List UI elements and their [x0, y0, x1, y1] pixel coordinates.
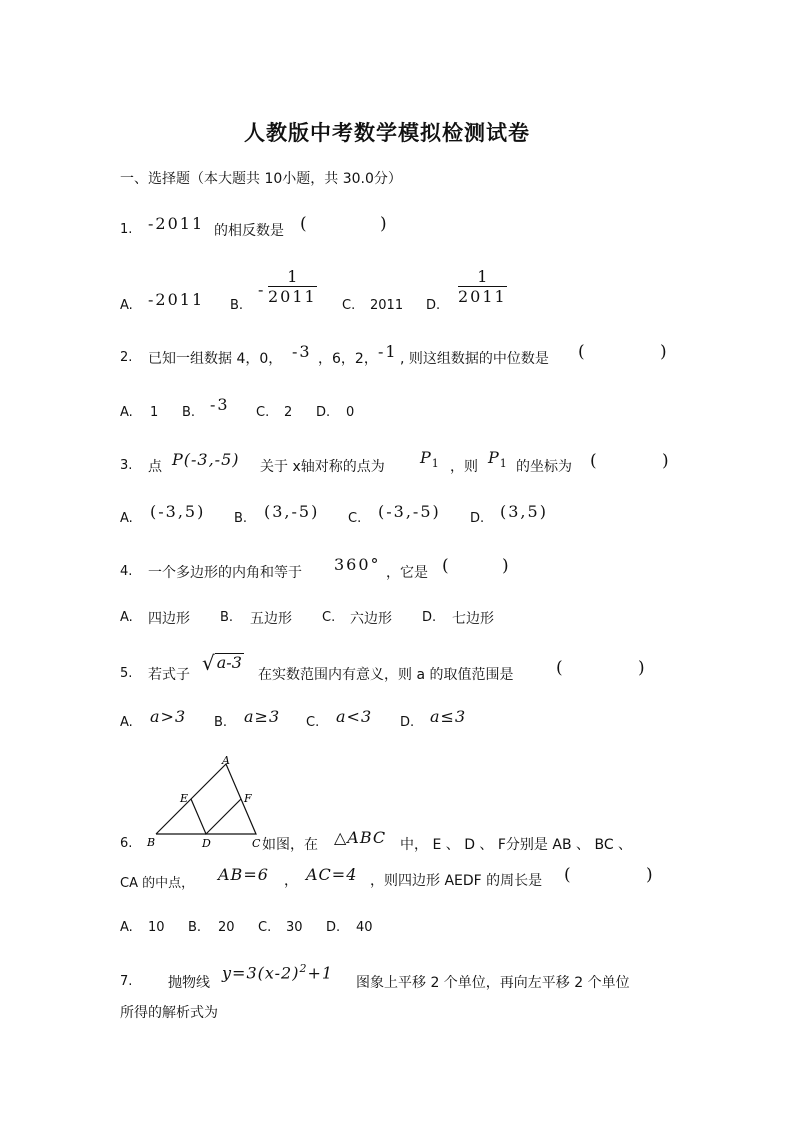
q3-p1-letter: P [420, 448, 432, 467]
q3-option-b-label: B. [234, 511, 248, 526]
q6-number: 6. [120, 836, 133, 851]
q3-p1-letter-2: P [488, 448, 500, 467]
q4-option-b-label: B. [220, 610, 234, 625]
sqrt-icon: √ [202, 651, 215, 675]
q3-option-a: (-3,5) [150, 502, 206, 521]
q4-option-c: 六边形 [350, 611, 392, 627]
q2-option-d: 0 [346, 405, 355, 420]
q1-paren-open: ( [300, 214, 307, 234]
q1-expression: -2011 [148, 214, 205, 233]
q1-option-d-fraction [458, 268, 507, 307]
q5-radical [202, 653, 244, 673]
q2-option-d-label: D. [316, 405, 331, 420]
q2-math-1: -3 [292, 342, 312, 361]
q3-p1-a [420, 448, 440, 470]
q6-option-c: 30 [286, 920, 303, 935]
q2-paren-open: ( [578, 342, 585, 362]
q6-option-a-label: A. [120, 920, 133, 935]
q6-text-1: 如图，在 [262, 837, 318, 853]
q5-option-b: a≥3 [244, 707, 281, 726]
q4-option-b: 五边形 [250, 611, 292, 627]
q7-expression [222, 962, 333, 982]
q7-number: 7. [120, 974, 133, 989]
q3-option-d: (3,5) [500, 502, 548, 521]
q1-text: 的相反数是 [214, 223, 284, 239]
q2-paren-close: ) [660, 342, 667, 362]
page-title: 人教版中考数学模拟检测试卷 [244, 120, 530, 145]
q3-number: 3. [120, 458, 133, 473]
label-d: D [202, 837, 211, 850]
q2-option-b: -3 [210, 395, 230, 414]
q7-expr-exponent: 2 [299, 962, 308, 975]
q6-text-2: 中， E 、 D 、 F分别是 AB 、 BC 、 [400, 837, 633, 853]
q2-option-c-label: C. [256, 405, 270, 420]
q7-text-3: 所得的解析式为 [120, 1005, 218, 1021]
q7-expr-main: y=3(x-2) [222, 963, 300, 983]
q3-point: P(-3,-5) [172, 450, 240, 469]
q6-option-c-label: C. [258, 920, 272, 935]
q5-option-d-label: D. [400, 715, 415, 730]
q2-option-a: 1 [150, 405, 159, 420]
q5-paren-open: ( [556, 658, 563, 678]
q1-option-a-label: A. [120, 298, 133, 313]
q4-text-1: 一个多边形的内角和等于 [148, 565, 302, 581]
q4-paren-open: ( [442, 556, 449, 576]
q6-option-b-label: B. [188, 920, 202, 935]
q1-option-b-denominator: 2011 [268, 287, 317, 306]
q4-option-a: 四边形 [148, 611, 190, 627]
q1-paren-close: ) [380, 214, 387, 234]
q3-paren-open: ( [590, 451, 597, 471]
q3-option-d-label: D. [470, 511, 485, 526]
q1-option-c-label: C. [342, 298, 356, 313]
q2-math-2: -1 [378, 342, 398, 361]
q6-paren-open: ( [564, 865, 571, 885]
q4-option-c-label: C. [322, 610, 336, 625]
q6-paren-close: ) [646, 865, 653, 885]
q3-text-1: 点 [148, 459, 162, 475]
q1-option-c: 2011 [370, 298, 404, 313]
q1-option-b-numerator: 1 [287, 267, 298, 286]
q5-text-1: 若式子 [148, 667, 190, 683]
q4-text-2: ，它是 [386, 565, 428, 581]
q6-option-d-label: D. [326, 920, 341, 935]
q2-option-b-label: B. [182, 405, 196, 420]
label-f: F [244, 792, 252, 805]
q4-option-d: 七边形 [452, 611, 494, 627]
q5-text-2: 在实数范围内有意义，则 a 的取值范围是 [258, 667, 514, 683]
q4-number: 4. [120, 564, 133, 579]
q1-option-a: -2011 [148, 290, 205, 309]
q4-paren-close: ) [502, 556, 509, 576]
q6-triangle: △ABC [334, 828, 387, 847]
q3-option-b: (3,-5) [264, 502, 320, 521]
midpoint-lines [191, 799, 241, 834]
q5-option-c-label: C. [306, 715, 320, 730]
q5-option-d: a≤3 [430, 707, 467, 726]
q5-number: 5. [120, 666, 133, 681]
q3-text-2: 关于 x轴对称的点为 [260, 459, 385, 475]
q1-option-d-numerator: 1 [477, 267, 488, 286]
q1-option-d-label: D. [426, 298, 441, 313]
q2-number: 2. [120, 350, 133, 365]
q5-option-c: a<3 [336, 707, 373, 726]
q6-text-4: ，则四边形 AEDF 的周长是 [370, 873, 543, 889]
q3-p1-subscript-2: 1 [499, 457, 508, 471]
q7-text-2: 图象上平移 2 个单位，再向左平移 2 个单位 [356, 975, 630, 991]
q5-radicand: a-3 [216, 653, 242, 672]
label-a: A [222, 754, 230, 767]
q3-text-3: ，则 [450, 459, 478, 475]
q3-option-c: (-3,-5) [378, 502, 441, 521]
q5-paren-close: ) [638, 658, 645, 678]
q3-text-4: 的坐标为 [516, 459, 572, 475]
section-heading: 一、选择题（本大题共 10小题，共 30.0分） [120, 171, 402, 187]
q6-text-3: CA 的中点， [120, 876, 195, 891]
q7-expr-tail: +1 [307, 963, 334, 983]
triangle-figure [142, 752, 268, 852]
label-e: E [180, 792, 189, 805]
q2-text-3: , 则这组数据的中位数是 [400, 351, 549, 367]
q2-option-c: 2 [284, 405, 293, 420]
q4-math: 360° [334, 555, 381, 574]
q5-option-b-label: B. [214, 715, 228, 730]
q3-option-a-label: A. [120, 511, 133, 526]
q2-option-a-label: A. [120, 405, 133, 420]
q1-option-d-denominator: 2011 [458, 287, 507, 306]
q4-option-a-label: A. [120, 610, 133, 625]
q2-text-2: ，6，2， [318, 351, 378, 367]
q6-math-ab: AB=6 [218, 865, 269, 884]
q2-text-1: 已知一组数据 4，0， [148, 351, 283, 367]
q6-option-b: 20 [218, 920, 235, 935]
q4-option-d-label: D. [422, 610, 437, 625]
q6-comma: ， [284, 873, 298, 889]
q6-math-ac: AC=4 [306, 865, 358, 884]
q3-paren-close: ) [662, 451, 669, 471]
q5-option-a: a>3 [150, 707, 187, 726]
q3-p1-b [488, 448, 508, 470]
q5-option-a-label: A. [120, 715, 133, 730]
q6-option-a: 10 [148, 920, 165, 935]
q1-number: 1. [120, 222, 133, 237]
q7-text-1: 抛物线 [168, 975, 210, 991]
q3-option-c-label: C. [348, 511, 362, 526]
label-c: C [252, 837, 261, 850]
q3-p1-subscript: 1 [431, 457, 440, 471]
q1-option-b-sign: - [258, 280, 266, 299]
q1-option-b-label: B. [230, 298, 244, 313]
label-b: B [147, 836, 156, 849]
q6-option-d: 40 [356, 920, 373, 935]
q1-option-b-fraction [268, 268, 317, 307]
